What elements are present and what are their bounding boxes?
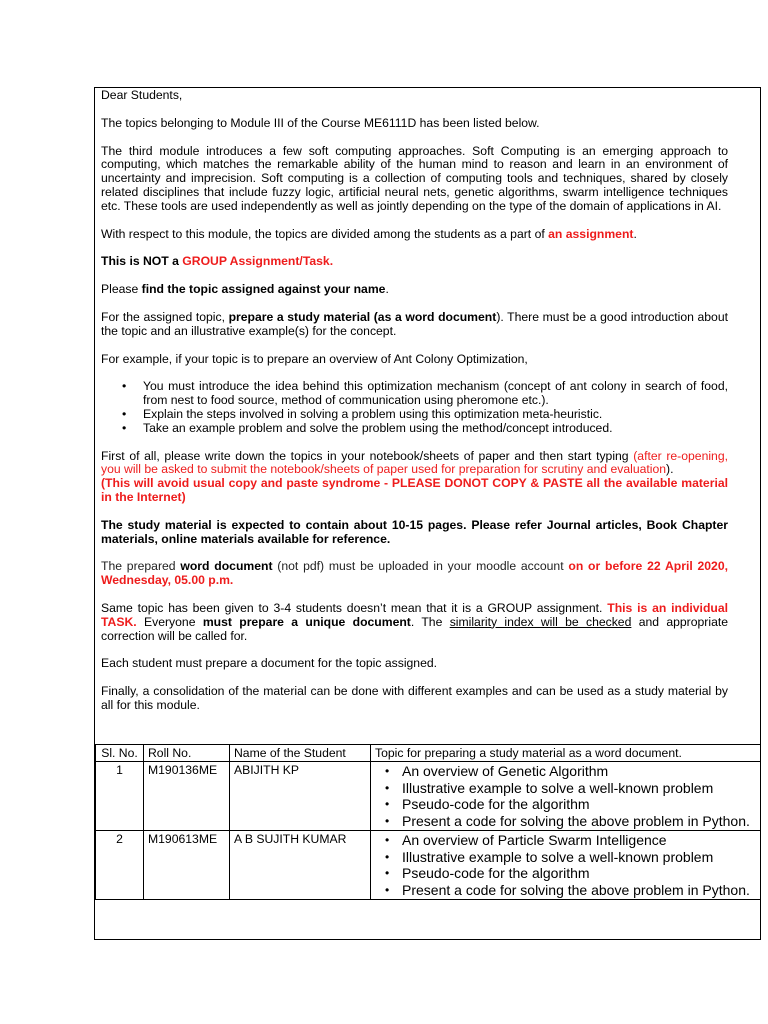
cell-topic (371, 831, 761, 900)
table-header-row (96, 745, 761, 762)
cell-student-name: ABIJITH KP (230, 762, 371, 831)
instructions-paragraph: First of all, please write down the topics in your notebook/sheets of paper and then start typing (after re-opening, you will be asked to submit the notebook/sheets of paper used for preparation for scrutiny and evaluation). (This will avoid usual copy and paste syndrome - PLEASE DONOT COPY & PASTE all the available material in the Internet) (101, 448, 728, 504)
intro-paragraph-1: The topics belonging to Module III of the Course ME6111D has been listed below. (101, 115, 540, 130)
bullet-icon: • (122, 406, 127, 421)
not-group-notice: This is NOT a GROUP Assignment/Task. (101, 254, 334, 269)
header-sl-no: Sl. No. (96, 745, 144, 762)
list-item: • Pseudo-code for the algorithm (385, 796, 590, 812)
header-roll-no: Roll No. (144, 745, 230, 762)
list-item: • Illustrative example to solve a well-known problem (385, 848, 714, 865)
bullet-icon: • (385, 866, 390, 880)
cell-roll-no: M190613ME (144, 831, 230, 900)
topic-list (375, 832, 756, 898)
list-item: • You must introduce the idea behind this optimization mechanism (concept of ant colony in search of food, from nest to food source, method of communication using pheromone etc.). (122, 379, 728, 408)
cell-roll-no: M190136ME (144, 762, 230, 831)
list-item: • An overview of Genetic Algorithm (385, 763, 609, 779)
bullet-icon: • (385, 882, 390, 897)
list-item: • Present a code for solving the above problem in Python. (385, 812, 750, 829)
consolidation-paragraph: Finally, a consolidation of the material can be done with different examples and can be used as a study material by all for this module. (101, 684, 728, 712)
topic-list (375, 763, 756, 829)
cell-topic (371, 762, 761, 831)
table-row (96, 831, 761, 900)
list-item: • Explain the steps involved in solving a problem using this optimization meta-heuristic. (122, 406, 603, 421)
greeting: Dear Students, (101, 88, 183, 102)
list-item: • Illustrative example to solve a well-known problem (385, 779, 714, 796)
bullet-icon: • (122, 379, 127, 394)
individual-task-paragraph: Same topic has been given to 3-4 students doesn’t mean that it is a GROUP assignment. This is an individual TASK. Everyone must prepare a unique document. The similarity index will be checked and appropriate correction will be called for. (101, 600, 729, 643)
study-material-paragraph: For the assigned topic, prepare a study material (as a word document). There must be a good introduction about the topic and an illustrative example(s) for the concept. (101, 309, 728, 338)
bullet-icon: • (385, 849, 390, 864)
cell-student-name: A B SUJITH KUMAR (230, 831, 371, 900)
list-item: • Take an example problem and solve the problem using the method/concept introduced. (122, 420, 613, 435)
cell-sl-no: 1 (96, 762, 144, 831)
student-topic-table (95, 744, 761, 900)
list-item: • An overview of Particle Swarm Intelligence (385, 832, 667, 848)
table-row (96, 762, 761, 831)
example-bullet-list (101, 380, 728, 435)
bullet-icon: • (385, 833, 390, 847)
cell-sl-no: 2 (96, 831, 144, 900)
list-item: • Present a code for solving the above problem in Python. (385, 881, 750, 898)
find-topic-paragraph: Please find the topic assigned against your name. (101, 282, 389, 297)
bullet-icon: • (122, 420, 127, 435)
document-page (94, 87, 761, 940)
header-topic: Topic for preparing a study material as a word document. (371, 745, 761, 762)
assignment-paragraph: With respect to this module, the topics are divided among the students as a part of an assignment. (101, 226, 637, 241)
bullet-icon: • (385, 764, 390, 778)
page-length-paragraph: The study material is expected to contain about 10-15 pages. Please refer Journal articles, Book Chapter materials, online materials available for reference. (101, 517, 728, 546)
intro-paragraph-2: The third module introduces a few soft computing approaches. Soft Computing is an emerging approach to computing, which matches the remarkable ability of the human mind to reason and learn in an environment of uncertainty and imprecision. Soft computing is a collection of computing tools and techniques, shared by closely related disciplines that include fuzzy logic, artificial neural nets, genetic algorithms, swarm intelligence techniques etc. These tools are used independently as well as jointly depending on the type of the domain of applications in AI. (101, 143, 728, 213)
bullet-icon: • (385, 813, 390, 828)
each-student-paragraph: Each student must prepare a document for the topic assigned. (101, 656, 438, 671)
bullet-icon: • (385, 780, 390, 795)
deadline-paragraph: The prepared word document (not pdf) must be uploaded in your moodle account on or before 22 April 2020, Wednesday, 05.00 p.m. (101, 559, 729, 588)
list-item: • Pseudo-code for the algorithm (385, 865, 590, 881)
bullet-icon: • (385, 797, 390, 811)
example-paragraph: For example, if your topic is to prepare an overview of Ant Colony Optimization, (101, 351, 528, 366)
header-student-name: Name of the Student (230, 745, 371, 762)
document-body (101, 89, 728, 727)
